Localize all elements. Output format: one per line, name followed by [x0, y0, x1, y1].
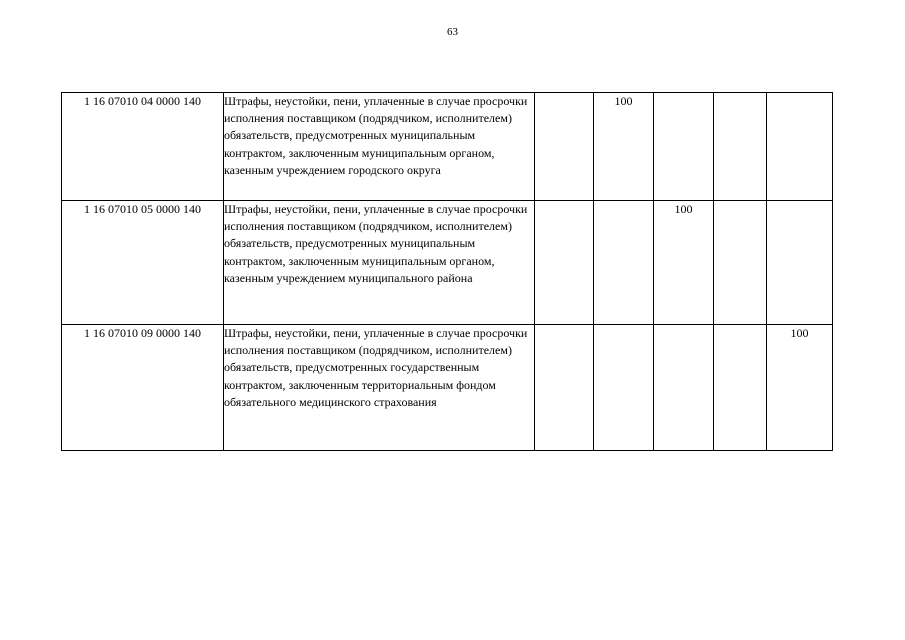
- kbk-code-cell: 1 16 07010 09 0000 140: [62, 325, 224, 451]
- page-number: 63: [447, 26, 458, 38]
- budget-classification-table: [61, 92, 833, 451]
- share-cell: [594, 325, 654, 451]
- kbk-code-cell: 1 16 07010 04 0000 140: [62, 93, 224, 201]
- share-cell: [714, 325, 767, 451]
- kbk-code-cell: 1 16 07010 05 0000 140: [62, 201, 224, 325]
- share-cell: 100: [767, 325, 833, 451]
- share-cell: 100: [594, 93, 654, 201]
- revenue-name-cell: Штрафы, неустойки, пени, уплаченные в случае просрочки исполнения поставщиком (подрядчиком, исполнителем) обязательств, предусмотренных муниципальным контрактом, заключенным муниципальным органом, казенным учреждением городского округа: [224, 93, 535, 201]
- revenue-name-cell: Штрафы, неустойки, пени, уплаченные в случае просрочки исполнения поставщиком (подрядчиком, исполнителем) обязательств, предусмотренных муниципальным контрактом, заключенным муниципальным органом, казенным учреждением муниципального района: [224, 201, 535, 325]
- table-row: [62, 93, 833, 201]
- share-cell: [767, 93, 833, 201]
- share-cell: 100: [654, 201, 714, 325]
- share-cell: [654, 93, 714, 201]
- table-row: [62, 201, 833, 325]
- revenue-name-cell: Штрафы, неустойки, пени, уплаченные в случае просрочки исполнения поставщиком (подрядчиком, исполнителем) обязательств, предусмотренных государственным контрактом, заключенным территориальным фондом обязательного медицинского страхования: [224, 325, 535, 451]
- share-cell: [594, 201, 654, 325]
- share-cell: [535, 325, 594, 451]
- share-cell: [714, 93, 767, 201]
- table-row: [62, 325, 833, 451]
- share-cell: [714, 201, 767, 325]
- share-cell: [535, 93, 594, 201]
- share-cell: [535, 201, 594, 325]
- share-cell: [654, 325, 714, 451]
- share-cell: [767, 201, 833, 325]
